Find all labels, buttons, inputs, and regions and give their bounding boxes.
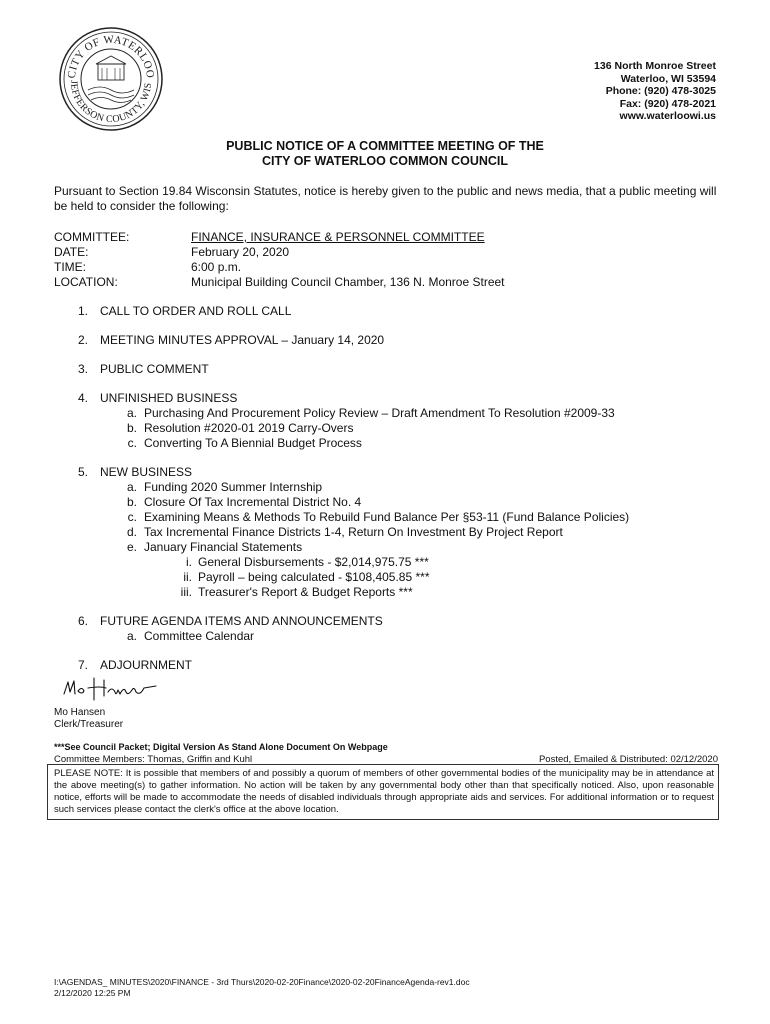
seal-bottom-text: JEFFERSON COUNTY, WIS <box>67 80 155 126</box>
city-seal <box>58 26 164 132</box>
title-line-2: CITY OF WATERLOO COMMON COUNCIL <box>261 154 509 168</box>
intro-paragraph: Pursuant to Section 19.84 Wisconsin Statutes, notice is hereby given to the public and news media, that a public meeting will be held to consider the following: <box>54 184 717 213</box>
subitem-text: Closure Of Tax Incremental District No. 4 <box>144 495 362 509</box>
subitem-text: Tax Incremental Finance Districts 1-4, Return On Investment By Project Report <box>144 525 563 539</box>
address-city: Waterloo, WI 53594 <box>620 72 716 85</box>
file-path: I:\AGENDAS_ MINUTES\2020\FINANCE - 3rd Thurs\2020-02-20Finance\2020-02-20FinanceAgenda-rev1.doc <box>54 977 470 987</box>
agenda-item-number: 3. <box>78 362 89 376</box>
meeting-details <box>54 230 505 290</box>
agenda-item <box>54 333 734 348</box>
agenda-item-number: 7. <box>78 658 89 672</box>
subitem-text: Resolution #2020-01 2019 Carry-Overs <box>144 421 354 435</box>
agenda-subitem <box>54 495 734 510</box>
subsubitem-text: General Disbursements - $2,014,975.75 *** <box>198 555 429 569</box>
time-row <box>54 260 505 275</box>
subitem-text: Examining Means & Methods To Rebuild Fund Balance Per §53-11 (Fund Balance Policies) <box>144 510 630 524</box>
time-label: TIME: <box>54 260 86 274</box>
address-street: 136 North Monroe Street <box>594 60 716 72</box>
signer-role: Clerk/Treasurer <box>54 719 124 730</box>
date-row <box>54 245 505 260</box>
agenda-item-text: CALL TO ORDER AND ROLL CALL <box>100 304 292 318</box>
signer-block <box>54 707 123 731</box>
location-row <box>54 275 505 290</box>
agenda-item <box>54 658 734 673</box>
agenda-subitem <box>54 629 734 644</box>
subitem-letter: a. <box>126 480 137 494</box>
subitem-letter: b. <box>126 421 137 435</box>
subitem-text: January Financial Statements <box>144 540 303 554</box>
agenda-item-text: UNFINISHED BUSINESS <box>100 391 238 405</box>
address-phone: Phone: (920) 478-3025 <box>605 85 716 97</box>
agenda-item-text: FUTURE AGENDA ITEMS AND ANNOUNCEMENTS <box>100 614 383 628</box>
please-note-box: PLEASE NOTE: It is possible that members of and possibly a quorum of members of other governmental bodies of the municipality may be in attendance at the above meeting(s) to gather information. No action will be taken by any governmental body other than that specifically noticed. Also, upon reasonable notice, efforts will be made to accommodate the needs of disabled individuals through appropriate aids and services. For additional information or to request such services please contact the clerk's office at the above location. <box>47 764 719 820</box>
agenda-item <box>54 614 734 629</box>
subitem-text: Purchasing And Procurement Policy Review – Draft Amendment To Resolution #2009-33 <box>144 406 615 420</box>
packet-note: ***See Council Packet; Digital Version As Stand Alone Document On Webpage <box>54 742 388 752</box>
agenda-item-number: 1. <box>78 304 89 318</box>
committee-value: FINANCE, INSURANCE & PERSONNEL COMMITTEE <box>191 230 485 244</box>
seal-top-text: CITY OF WATERLOO <box>65 33 157 79</box>
subitem-letter: c. <box>127 510 137 524</box>
location-label: LOCATION: <box>54 275 118 289</box>
subitem-text: Committee Calendar <box>144 629 255 643</box>
committee-row <box>54 230 505 245</box>
subitem-letter: a. <box>126 629 137 643</box>
signature <box>60 672 160 706</box>
committee-members: Committee Members: Thomas, Griffin and Kuhl <box>54 754 253 765</box>
date-value: February 20, 2020 <box>191 245 290 259</box>
agenda-subitem <box>54 510 734 525</box>
address-block <box>594 60 716 123</box>
agenda-subsubitem <box>54 585 734 600</box>
agenda-item-text: ADJOURNMENT <box>100 658 192 672</box>
document-footer <box>54 977 470 999</box>
address-fax: Fax: (920) 478-2021 <box>619 97 716 110</box>
subsubitem-text: Payroll – being calculated - $108,405.85 *** <box>198 570 430 584</box>
agenda-item-number: 5. <box>78 465 89 479</box>
agenda-list <box>54 304 734 673</box>
subitem-letter: c. <box>127 436 137 450</box>
print-timestamp: 2/12/2020 12:25 PM <box>54 988 131 998</box>
agenda-subitem <box>54 436 734 451</box>
agenda-item <box>54 391 734 406</box>
agenda-item-number: 4. <box>78 391 89 405</box>
location-value: Municipal Building Council Chamber, 136 N. Monroe Street <box>191 275 505 289</box>
subitem-letter: d. <box>126 525 137 539</box>
subitem-letter: a. <box>126 406 137 420</box>
agenda-item-text: MEETING MINUTES APPROVAL – January 14, 2020 <box>100 333 385 347</box>
agenda-subitem <box>54 540 734 555</box>
subsubitem-numeral: i. <box>186 555 192 569</box>
posted-date: Posted, Emailed & Distributed: 02/12/2020 <box>538 754 718 765</box>
committee-label: COMMITTEE: <box>54 230 130 244</box>
time-value: 6:00 p.m. <box>191 260 242 274</box>
agenda-subitem <box>54 421 734 436</box>
subsubitem-numeral: iii. <box>180 585 192 599</box>
agenda-item-text: PUBLIC COMMENT <box>100 362 209 376</box>
agenda-item <box>54 465 734 480</box>
agenda-item <box>54 362 734 377</box>
agenda-subsubitem <box>54 570 734 585</box>
subsubitem-numeral: ii. <box>183 570 192 584</box>
agenda-subitem <box>54 480 734 495</box>
address-website[interactable]: www.waterloowi.us <box>619 110 716 122</box>
signer-name: Mo Hansen <box>54 707 106 718</box>
agenda-item-number: 2. <box>78 333 89 347</box>
subitem-text: Converting To A Biennial Budget Process <box>144 436 362 450</box>
title-line-1: PUBLIC NOTICE OF A COMMITTEE MEETING OF THE <box>226 139 544 153</box>
subitem-letter: e. <box>126 540 137 554</box>
agenda-subsubitem <box>54 555 734 570</box>
agenda-item-number: 6. <box>78 614 89 628</box>
agenda-item-text: NEW BUSINESS <box>100 465 193 479</box>
agenda-item <box>54 304 734 319</box>
subitem-text: Funding 2020 Summer Internship <box>144 480 323 494</box>
subitem-letter: b. <box>126 495 137 509</box>
subsubitem-text: Treasurer's Report & Budget Reports *** <box>198 585 413 599</box>
notice-title <box>0 139 770 169</box>
agenda-subitem <box>54 525 734 540</box>
date-label: DATE: <box>54 245 89 259</box>
agenda-subitem <box>54 406 734 421</box>
